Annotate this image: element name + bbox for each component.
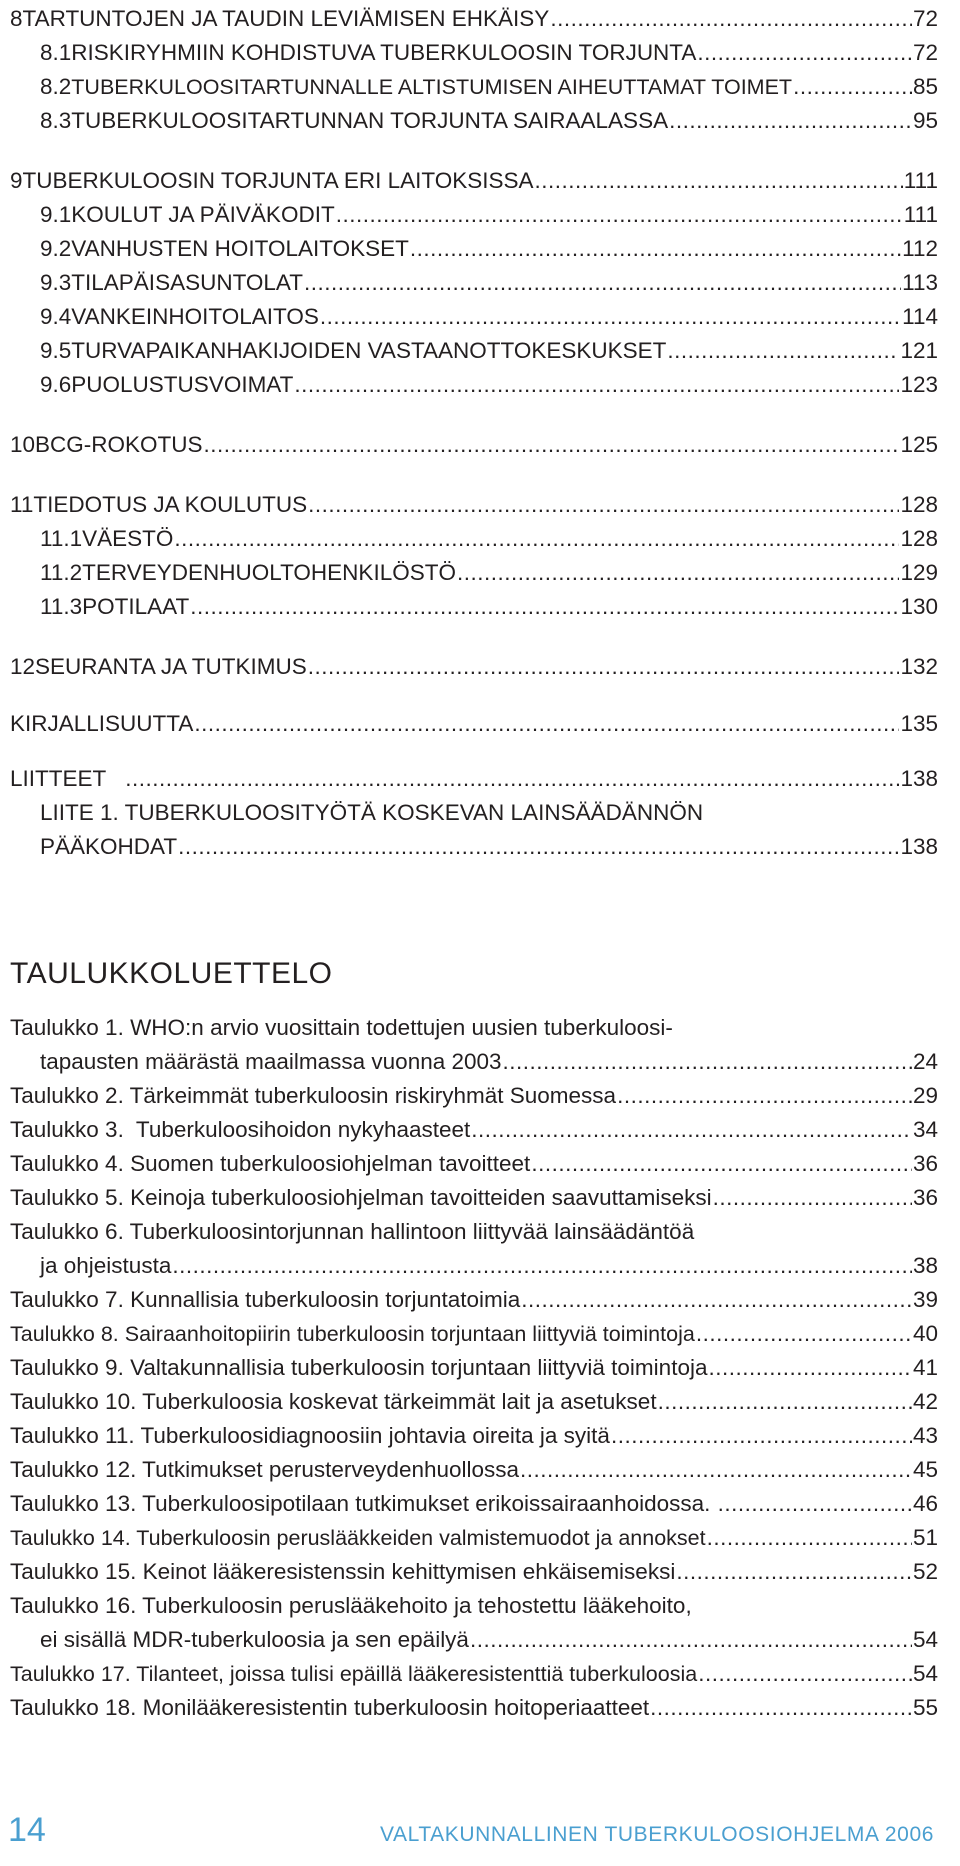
toc-title: KOULUT JA PÄIVÄKODIT: [71, 202, 335, 227]
table-list-entry: [10, 1487, 938, 1521]
table-list-page: 39: [912, 1287, 938, 1312]
dot-leader: [471, 1113, 912, 1147]
table-list-entry: [40, 1249, 938, 1283]
toc-entry: [10, 707, 938, 741]
toc-entry: [10, 104, 938, 138]
toc-page-number: 114: [902, 304, 938, 329]
table-list-page: 51: [912, 1525, 938, 1550]
dot-leader: [520, 1453, 912, 1487]
dot-leader: [503, 1045, 912, 1079]
dot-leader: [172, 1249, 912, 1283]
toc-title: TILAPÄISASUNTOLAT: [71, 270, 304, 295]
table-list-page: 45: [912, 1457, 938, 1482]
table-list-page: 43: [912, 1423, 938, 1448]
dot-leader: [617, 1079, 912, 1113]
table-list-page: 24: [912, 1049, 938, 1074]
dot-leader: [125, 762, 899, 796]
toc-title: KIRJALLISUUTTA: [10, 711, 194, 736]
table-list-title: tapausten määrästä maailmassa vuonna 2003: [40, 1049, 502, 1074]
toc-title: BCG-ROKOTUS: [35, 432, 203, 457]
table-list-title: Taulukko 3. Tuberkuloosihoidon nykyhaasteet: [10, 1117, 471, 1142]
toc-number: 9.2: [40, 236, 72, 261]
table-list-page: 34: [912, 1117, 938, 1142]
toc-title: PÄÄKOHDAT: [40, 834, 178, 859]
toc-number: 11.3: [40, 594, 83, 619]
toc-entry: [10, 334, 938, 368]
toc-number: 9: [10, 168, 23, 193]
toc-number: 9.3: [40, 270, 72, 295]
toc-entry: [10, 590, 938, 624]
toc-entry: [10, 36, 938, 70]
toc-entry: [10, 164, 938, 198]
toc-page-number: 132: [900, 654, 938, 679]
dot-leader: [696, 1317, 912, 1351]
toc-page-number: 128: [900, 526, 938, 551]
toc-entry: [10, 368, 938, 402]
table-list-title: ei sisällä MDR-tuberkuloosia ja sen epäilyä: [40, 1627, 469, 1652]
dot-leader: [174, 522, 899, 556]
toc-number: 10: [10, 432, 36, 457]
toc-page-number: 125: [900, 432, 938, 457]
table-list-entry: [10, 1283, 938, 1317]
toc-number: 11.2: [40, 560, 83, 585]
table-list-title: Taulukko 11. Tuberkuloosidiagnoosiin johtavia oireita ja syitä: [10, 1423, 610, 1448]
table-list-title: Taulukko 14. Tuberkuloosin peruslääkkeiden valmistemuodot ja annokset: [10, 1526, 706, 1550]
table-list-title: Taulukko 10. Tuberkuloosia koskevat tärkeimmät lait ja asetukset: [10, 1389, 657, 1414]
toc-page-number: 121: [900, 338, 938, 363]
table-list-title: Taulukko 7. Kunnallisia tuberkuloosin torjuntatoimia: [10, 1287, 521, 1312]
dot-leader: [194, 707, 899, 741]
toc-title: RISKIRYHMIIN KOHDISTUVA TUBERKULOOSIN TORJUNTA: [71, 40, 697, 65]
table-list-page: 55: [912, 1695, 938, 1720]
table-list-page: 54: [912, 1627, 938, 1652]
dot-leader: [294, 368, 899, 402]
table-list-title: ja ohjeistusta: [40, 1253, 172, 1278]
toc-entry: [10, 70, 938, 104]
dot-leader: [698, 1657, 912, 1691]
dot-leader: [320, 300, 901, 334]
toc-page-number: 138: [900, 766, 938, 791]
dot-leader: [410, 232, 901, 266]
dot-leader: [550, 2, 912, 36]
table-list-page: 54: [912, 1661, 938, 1686]
table-list-entry: [10, 1317, 938, 1351]
table-list-title: Taulukko 13. Tuberkuloosipotilaan tutkimukset erikoissairaanhoidossa.: [10, 1491, 717, 1516]
dot-leader: [650, 1691, 912, 1725]
table-list-title: Taulukko 9. Valtakunnallisia tuberkuloosin torjuntaan liittyviä toimintoja: [10, 1355, 708, 1380]
table-list-line: Taulukko 16. Tuberkuloosin peruslääkehoito ja tehostettu lääkehoito,: [10, 1593, 692, 1618]
toc-number: 11: [10, 492, 34, 517]
toc-title: TUBERKULOOSIN TORJUNTA ERI LAITOKSISSA: [22, 168, 534, 193]
dot-leader: [534, 164, 902, 198]
table-list-page: 46: [912, 1491, 938, 1516]
toc-entry: [10, 556, 938, 590]
table-list-page: 29: [912, 1083, 938, 1108]
table-list-entry: [40, 1045, 938, 1079]
table-list-page: 40: [912, 1321, 938, 1346]
dot-leader: [204, 428, 900, 462]
dot-leader: [707, 1521, 912, 1555]
toc-title: LIITTEET: [10, 766, 107, 791]
dot-leader: [718, 1487, 912, 1521]
toc-number: 12: [10, 654, 36, 679]
table-list-entry: [10, 1351, 938, 1385]
toc-title: PUOLUSTUSVOIMAT: [71, 372, 294, 397]
toc-title: VANKEINHOITOLAITOS: [71, 304, 319, 329]
toc-entry: [10, 232, 938, 266]
table-list-entry: [10, 1657, 938, 1691]
toc-page-number: 111: [903, 202, 938, 227]
toc-entry: [10, 266, 938, 300]
toc-number: 9.5: [40, 338, 72, 363]
toc-title: TERVEYDENHUOLTOHENKILÖSTÖ: [82, 560, 456, 585]
toc-title: VANHUSTEN HOITOLAITOKSET: [71, 236, 409, 261]
dot-leader: [669, 104, 912, 138]
toc-title: VÄESTÖ: [82, 526, 174, 551]
dot-leader: [470, 1623, 912, 1657]
toc-title: TARTUNTOJEN JA TAUDIN LEVIÄMISEN EHKÄISY: [22, 6, 550, 31]
dot-leader: [658, 1385, 912, 1419]
table-list-line: Taulukko 1. WHO:n arvio vuosittain todettujen uusien tuberkuloosi-: [10, 1015, 673, 1040]
dot-leader: [190, 590, 899, 624]
toc-page-number: 129: [900, 560, 938, 585]
table-list-entry: [10, 1181, 938, 1215]
dot-leader: [708, 1351, 912, 1385]
toc-page-number: 130: [900, 594, 938, 619]
table-list-title: Taulukko 8. Sairaanhoitopiirin tuberkuloosin torjuntaan liittyviä toimintoja: [10, 1322, 695, 1346]
toc-entry: [10, 650, 938, 684]
dot-leader: [697, 36, 912, 70]
toc-title: POTILAAT: [82, 594, 190, 619]
toc-page-number: 135: [900, 711, 938, 736]
dot-leader: [178, 830, 899, 864]
toc-title: SEURANTA JA TUTKIMUS: [35, 654, 307, 679]
toc-page-number: 112: [902, 236, 938, 261]
table-list-entry: [10, 1555, 938, 1589]
dot-leader: [457, 556, 899, 590]
toc-entry: [10, 2, 938, 36]
toc-page-number: 85: [912, 74, 938, 99]
running-footer: VALTAKUNNALLINEN TUBERKULOOSIOHJELMA 2006: [379, 1823, 934, 1846]
toc-entry: [10, 300, 938, 334]
toc-page-number: 138: [900, 834, 938, 859]
table-list-title: Taulukko 17. Tilanteet, joissa tulisi epäillä lääkeresistenttiä tuberkuloosia: [10, 1662, 698, 1686]
table-list-title: Taulukko 5. Keinoja tuberkuloosiohjelman tavoitteiden saavuttamiseksi: [10, 1185, 712, 1210]
table-list-entry: [10, 1419, 938, 1453]
toc-page-number: 72: [912, 40, 938, 65]
dot-leader: [304, 266, 901, 300]
dot-leader: [521, 1283, 912, 1317]
toc-page-number: 113: [902, 270, 938, 295]
table-list-title: Taulukko 15. Keinot lääkeresistenssin kehittymisen ehkäisemiseksi: [10, 1559, 676, 1584]
toc-page-number: 72: [912, 6, 938, 31]
toc-number: 9.4: [40, 304, 72, 329]
toc-number: 8.2: [40, 74, 72, 99]
toc-page-number: 111: [903, 168, 938, 193]
toc-entry-line: LIITE 1. TUBERKULOOSITYÖTÄ KOSKEVAN LAINSÄÄDÄNNÖN: [40, 800, 704, 825]
table-list-title: Taulukko 18. Monilääkeresistentin tuberkuloosin hoitoperiaatteet: [10, 1695, 650, 1720]
table-list-title: Taulukko 12. Tutkimukset perusterveydenhuollossa: [10, 1457, 520, 1482]
toc-entry: [10, 488, 938, 522]
toc-entry: [10, 762, 938, 796]
toc-title: TURVAPAIKANHAKIJOIDEN VASTAANOTTOKESKUKSET: [71, 338, 667, 363]
dot-leader: [336, 198, 903, 232]
dot-leader: [308, 650, 900, 684]
toc-entry: [40, 830, 938, 864]
dot-leader: [713, 1181, 912, 1215]
table-list-entry: [40, 1623, 938, 1657]
toc-number: 9.6: [40, 372, 72, 397]
toc-number: 11.1: [40, 526, 83, 551]
toc-number: 8: [10, 6, 23, 31]
table-list-entry: [10, 1147, 938, 1181]
toc-title: TUBERKULOOSITARTUNNAN TORJUNTA SAIRAALASSA: [71, 108, 669, 133]
table-list-entry: [10, 1113, 938, 1147]
table-list-page: 36: [912, 1151, 938, 1176]
toc-number: 8.3: [40, 108, 72, 133]
dot-leader: [793, 70, 912, 104]
table-list-line: Taulukko 6. Tuberkuloosintorjunnan hallintoon liittyvää lainsäädäntöä: [10, 1219, 695, 1244]
table-list-page: 36: [912, 1185, 938, 1210]
table-list-entry: [10, 1453, 938, 1487]
dot-leader: [611, 1419, 912, 1453]
table-list-page: 52: [912, 1559, 938, 1584]
table-list-page: 42: [912, 1389, 938, 1414]
dot-leader: [531, 1147, 912, 1181]
toc-number: 8.1: [40, 40, 72, 65]
table-list-entry: [10, 1521, 938, 1555]
toc-entry: [10, 428, 938, 462]
dot-leader: [667, 334, 899, 368]
table-list-page: 41: [912, 1355, 938, 1380]
toc-entry: [10, 522, 938, 556]
page-number: 14: [8, 1811, 46, 1849]
toc-title: TIEDOTUS JA KOULUTUS: [33, 492, 308, 517]
table-list-title: Taulukko 4. Suomen tuberkuloosiohjelman tavoitteet: [10, 1151, 531, 1176]
page-title: TAULUKKOLUETTELO: [10, 957, 333, 990]
dot-leader: [308, 488, 899, 522]
toc-page-number: 95: [912, 108, 938, 133]
table-list-entry: [10, 1385, 938, 1419]
dot-leader: [676, 1555, 912, 1589]
table-list-entry: [10, 1691, 938, 1725]
table-list-entry: [10, 1079, 938, 1113]
toc-title: TUBERKULOOSITARTUNNALLE ALTISTUMISEN AIHEUTTAMAT TOIMET: [71, 75, 793, 99]
toc-page-number: 123: [900, 372, 938, 397]
table-list-page: 38: [912, 1253, 938, 1278]
toc-page-number: 128: [900, 492, 938, 517]
table-list-title: Taulukko 2. Tärkeimmät tuberkuloosin riskiryhmät Suomessa: [10, 1083, 617, 1108]
toc-entry: [10, 198, 938, 232]
toc-number: 9.1: [40, 202, 72, 227]
